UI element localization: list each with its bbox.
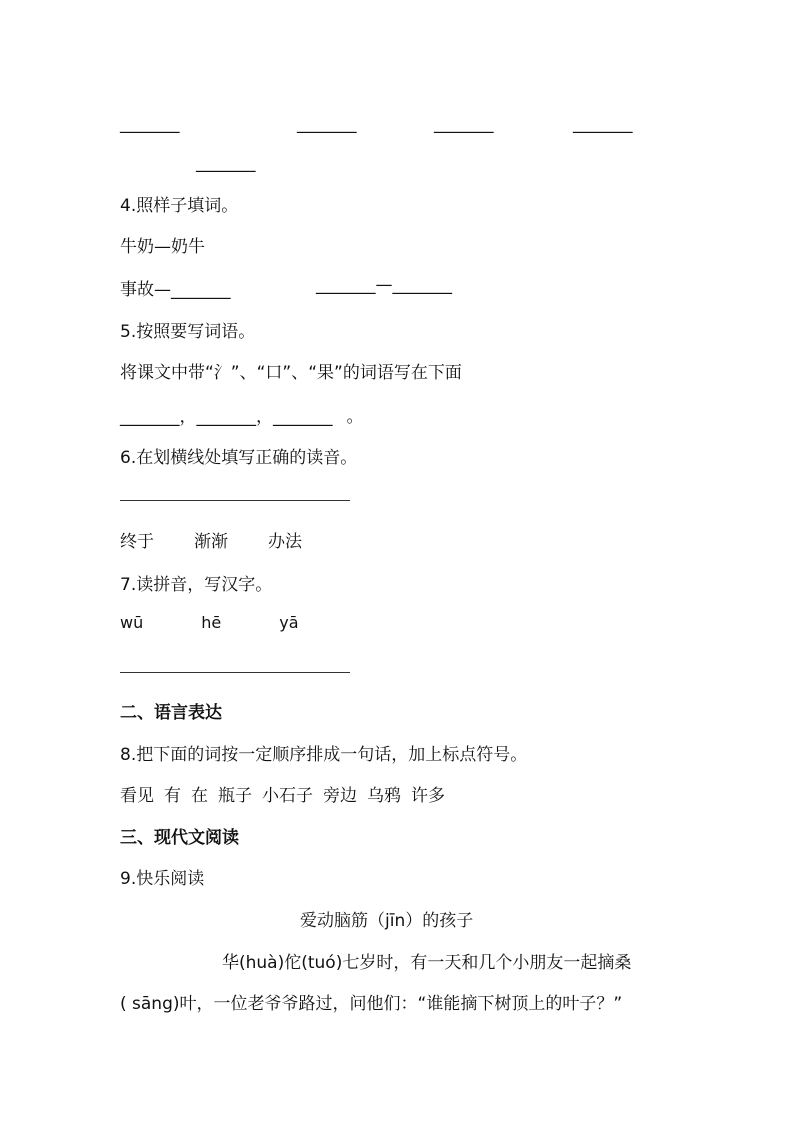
question-4-title: 4.照样子填词。 (120, 196, 239, 216)
section-2-title: 二、语言表达 (120, 703, 222, 723)
word: 乌鸦 (367, 786, 401, 806)
section-3-title: 三、现代文阅读 (120, 828, 239, 848)
answer-blank[interactable]: _______ (316, 275, 376, 295)
answer-blank[interactable]: _______ (120, 114, 180, 134)
answer-line[interactable] (120, 672, 350, 673)
word: 办法 (268, 532, 302, 552)
question-5-instruction: 将课文中带“氵”、“口”、“果”的词语写在下面 (120, 363, 462, 383)
comma: ， (179, 407, 197, 427)
answer-blank[interactable]: _______ (273, 407, 333, 427)
task-word: 事故— (120, 280, 171, 300)
answer-blank[interactable]: _______ (196, 153, 256, 173)
question-6-words (120, 527, 302, 552)
question-9-title: 9.快乐阅读 (120, 869, 205, 889)
question-5-title: 5.按照要写词语。 (120, 322, 256, 342)
answer-line[interactable] (120, 500, 350, 501)
passage-title: 爱动脑筋（jīn）的孩子 (300, 911, 474, 931)
question-6-title: 6.在划横线处填写正确的读音。 (120, 448, 358, 468)
word: 渐渐 (194, 532, 228, 552)
passage-paragraph-line: 华(huà)佗(tuó)七岁时，有一天和几个小朋友一起摘桑 (222, 953, 632, 973)
question-8-title: 8.把下面的词按一定顺序排成一句话，加上标点符号。 (120, 745, 528, 765)
answer-blank[interactable]: _______ (392, 275, 452, 295)
word: 瓶子 (218, 786, 252, 806)
task-dash: — (375, 275, 393, 295)
question-5-answer-row (120, 402, 364, 427)
word: 终于 (120, 532, 154, 552)
question-8-words (120, 781, 445, 806)
pinyin: yā (279, 613, 299, 632)
pinyin: wū (120, 613, 144, 632)
comma: ， (256, 407, 273, 427)
word: 在 (191, 786, 208, 806)
answer-blank[interactable]: _______ (120, 407, 180, 427)
period: 。 (346, 407, 364, 427)
question-4-example: 牛奶—奶牛 (120, 237, 205, 257)
question-4-task (120, 275, 231, 300)
question-7-title: 7.读拼音，写汉字。 (120, 575, 273, 595)
word: 有 (164, 786, 181, 806)
answer-blank[interactable]: _______ (573, 114, 633, 134)
word: 许多 (411, 786, 445, 806)
question-4-task-2 (316, 275, 452, 295)
word: 看见 (120, 786, 154, 806)
passage-paragraph-line: ( sāng)叶，一位老爷爷路过，问他们：“谁能摘下树顶上的叶子？” (120, 994, 623, 1014)
word: 小石子 (262, 786, 313, 806)
answer-blank[interactable]: _______ (196, 407, 256, 427)
word: 旁边 (323, 786, 357, 806)
pinyin: hē (201, 613, 222, 632)
answer-blank[interactable]: _______ (297, 114, 357, 134)
answer-blank[interactable]: _______ (171, 280, 231, 300)
answer-blank[interactable]: _______ (434, 114, 494, 134)
question-7-pinyin (120, 613, 299, 632)
